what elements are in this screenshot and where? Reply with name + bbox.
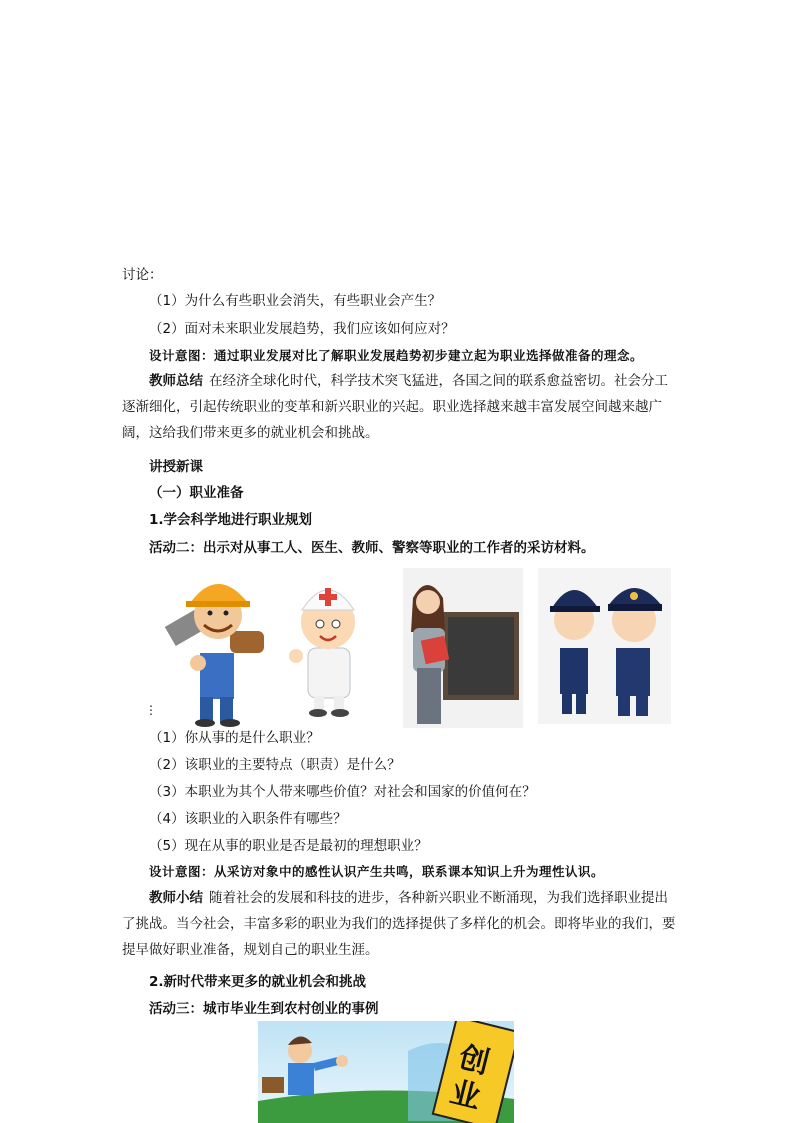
- section-title: 讲授新课: [149, 459, 203, 475]
- startup-illustration: [258, 1021, 514, 1123]
- point-1: 1.学会科学地进行职业规划: [149, 512, 313, 528]
- design-intent-2: 设计意图：从采访对象中的感性认识产生共鸣，联系课本知识上升为理性认识。: [149, 864, 605, 879]
- point-2: 2.新时代带来更多的就业机会和挑战: [149, 974, 367, 990]
- teacher-summary-2: [122, 885, 677, 963]
- question-5: （5）现在从事的职业是否是最初的理想职业？: [149, 838, 428, 854]
- question-4: （4）该职业的入职条件有哪些？: [149, 811, 347, 827]
- discussion-heading: 讨论：: [122, 267, 163, 283]
- teacher-summary-2-text: 随着社会的发展和科技的进步，各种新兴职业不断涌现，为我们选择职业提出了挑战。当今社会，丰富多彩的职业为我们的选择提供了多样化的机会。即将毕业的我们，要提早做好职业准备，规划自己的职业生涯。: [122, 890, 676, 958]
- activity-3: 活动三：城市毕业生到农村创业的事例: [149, 1001, 379, 1017]
- startup-sign-text-1: 创: [455, 1040, 493, 1082]
- teacher-summary-2-label: 教师小结: [149, 890, 203, 906]
- question-2: （2）该职业的主要特点（职责）是什么？: [149, 757, 401, 773]
- activity-2: 活动二：出示对从事工人、医生、教师、警察等职业的工作者的采访材料。: [149, 540, 595, 556]
- discussion-question-1: （1）为什么有些职业会消失，有些职业会产生？: [149, 293, 442, 309]
- doctor-illustration: [280, 570, 376, 720]
- section-sub-1: （一）职业准备: [149, 485, 244, 501]
- teacher-summary-1: [122, 368, 677, 446]
- question-1: （1）你从事的是什么职业？: [149, 730, 320, 746]
- stray-mark: ⋮: [145, 703, 157, 717]
- teacher-summary-1-text: 在经济全球化时代，科学技术突飞猛进，各国之间的联系愈益密切。社会分工逐渐细化，引起传统职业的变革和新兴职业的兴起。职业选择越来越丰富发展空间越来越广阔，这给我们带来更多的就业机会和挑战。: [122, 373, 668, 441]
- question-3: （3）本职业为其个人带来哪些价值？对社会和国家的价值何在？: [149, 784, 536, 800]
- startup-sign-text-2: 业: [446, 1074, 485, 1117]
- discussion-question-2: （2）面对未来职业发展趋势，我们应该如何应对？: [149, 321, 455, 337]
- design-intent-1: 设计意图：通过职业发展对比了解职业发展趋势初步建立起为职业选择做准备的理念。: [149, 348, 644, 363]
- teacher-summary-1-label: 教师总结: [149, 373, 203, 389]
